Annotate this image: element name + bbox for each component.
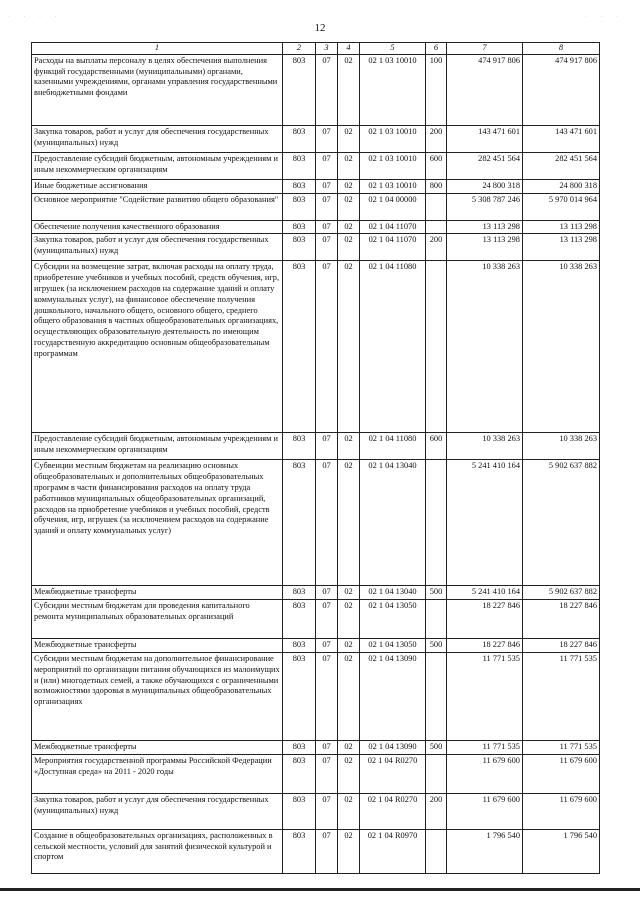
expense-type-cell: 200 [426, 234, 447, 261]
column-header: 5 [360, 43, 426, 55]
scan-artifact-right: · · · [585, 14, 624, 20]
expense-type-cell: 200 [426, 793, 447, 829]
column-header: 2 [283, 43, 316, 55]
amount-year1-cell: 11 679 600 [447, 793, 523, 829]
table-row [32, 639, 600, 653]
amount-year1-cell: 282 451 564 [447, 152, 523, 179]
expense-name-cell: Субсидии на возмещение затрат, включая расходы на оплату труда, приобретение учебников и учебных пособий, средств обучения, игр, игрушек (за исключением расходов на содержание зданий и оплату коммунальных услуг), на финансовое обеспечение получения дошкольного, начального общего, основного общего, среднего общего образования в частных общеобразовательных организациях, осуществляющих образовательную деятельность по имеющим государственную аккредитацию основным общеобразовательным программам [32, 261, 283, 433]
section-code-cell: 07 [316, 179, 338, 193]
target-article-cell: 02 1 03 10010 [360, 125, 426, 152]
table-row [32, 125, 600, 152]
ministry-code-cell: 803 [283, 754, 316, 793]
column-header: 1 [32, 43, 283, 55]
expense-type-cell [426, 220, 447, 234]
expense-type-cell: 800 [426, 179, 447, 193]
amount-year1-cell: 5 241 410 164 [447, 586, 523, 600]
amount-year1-cell: 5 308 787 246 [447, 193, 523, 220]
table-row [32, 234, 600, 261]
column-header: 8 [523, 43, 600, 55]
ministry-code-cell: 803 [283, 652, 316, 740]
expense-name-cell: Закупка товаров, работ и услуг для обеспечения государственных (муниципальных) нужд [32, 793, 283, 829]
amount-year1-cell: 10 338 263 [447, 261, 523, 433]
amount-year2-cell: 11 679 600 [523, 754, 600, 793]
expense-name-cell: Межбюджетные трансферты [32, 639, 283, 653]
section-code-cell: 07 [316, 152, 338, 179]
amount-year2-cell: 5 902 637 882 [523, 460, 600, 586]
amount-year2-cell: 1 796 540 [523, 829, 600, 873]
amount-year1-cell: 11 771 535 [447, 740, 523, 754]
table-row [32, 754, 600, 793]
expense-name-cell: Межбюджетные трансферты [32, 740, 283, 754]
table-row [32, 586, 600, 600]
expense-type-cell [426, 652, 447, 740]
ministry-code-cell: 803 [283, 600, 316, 639]
ministry-code-cell: 803 [283, 261, 316, 433]
table-row [32, 829, 600, 873]
subsection-code-cell: 02 [338, 433, 360, 460]
subsection-code-cell: 02 [338, 220, 360, 234]
table-row [32, 261, 600, 433]
section-code-cell: 07 [316, 261, 338, 433]
amount-year1-cell: 13 113 298 [447, 234, 523, 261]
expense-type-cell [426, 754, 447, 793]
section-code-cell: 07 [316, 234, 338, 261]
section-code-cell: 07 [316, 220, 338, 234]
subsection-code-cell: 02 [338, 829, 360, 873]
subsection-code-cell: 02 [338, 600, 360, 639]
ministry-code-cell: 803 [283, 460, 316, 586]
subsection-code-cell: 02 [338, 125, 360, 152]
target-article-cell: 02 1 04 R0270 [360, 754, 426, 793]
expense-name-cell: Предоставление субсидий бюджетным, автономным учреждениям и иным некоммерческим организациям [32, 152, 283, 179]
section-code-cell: 07 [316, 586, 338, 600]
ministry-code-cell: 803 [283, 179, 316, 193]
amount-year2-cell: 5 902 637 882 [523, 586, 600, 600]
ministry-code-cell: 803 [283, 586, 316, 600]
expense-type-cell [426, 829, 447, 873]
target-article-cell: 02 1 03 10010 [360, 152, 426, 179]
amount-year2-cell: 10 338 263 [523, 433, 600, 460]
target-article-cell: 02 1 04 13050 [360, 639, 426, 653]
subsection-code-cell: 02 [338, 754, 360, 793]
target-article-cell: 02 1 04 13090 [360, 740, 426, 754]
subsection-code-cell: 02 [338, 652, 360, 740]
ministry-code-cell: 803 [283, 793, 316, 829]
table-row [32, 600, 600, 639]
budget-table [31, 42, 600, 874]
expense-type-cell [426, 193, 447, 220]
expense-name-cell: Иные бюджетные ассигнования [32, 179, 283, 193]
amount-year2-cell: 18 227 846 [523, 639, 600, 653]
expense-name-cell: Субсидии местным бюджетам для проведения капитального ремонта муниципальных образовательных организаций [32, 600, 283, 639]
table-row [32, 152, 600, 179]
amount-year2-cell: 10 338 263 [523, 261, 600, 433]
amount-year1-cell: 11 771 535 [447, 652, 523, 740]
column-header: 6 [426, 43, 447, 55]
amount-year2-cell: 24 800 318 [523, 179, 600, 193]
column-header: 4 [338, 43, 360, 55]
ministry-code-cell: 803 [283, 433, 316, 460]
ministry-code-cell: 803 [283, 740, 316, 754]
subsection-code-cell: 02 [338, 460, 360, 586]
table-row [32, 652, 600, 740]
target-article-cell: 02 1 04 R0970 [360, 829, 426, 873]
page-number: 12 [314, 22, 326, 34]
subsection-code-cell: 02 [338, 586, 360, 600]
amount-year1-cell: 10 338 263 [447, 433, 523, 460]
amount-year1-cell: 13 113 298 [447, 220, 523, 234]
section-code-cell: 07 [316, 652, 338, 740]
column-header: 7 [447, 43, 523, 55]
section-code-cell: 07 [316, 639, 338, 653]
section-code-cell: 07 [316, 193, 338, 220]
section-code-cell: 07 [316, 740, 338, 754]
ministry-code-cell: 803 [283, 220, 316, 234]
table-row [32, 793, 600, 829]
column-number-header-row [32, 43, 600, 55]
expense-type-cell: 200 [426, 125, 447, 152]
section-code-cell: 07 [316, 125, 338, 152]
section-code-cell: 07 [316, 54, 338, 125]
amount-year1-cell: 474 917 806 [447, 54, 523, 125]
amount-year2-cell: 11 679 600 [523, 793, 600, 829]
expense-type-cell: 500 [426, 639, 447, 653]
section-code-cell: 07 [316, 754, 338, 793]
section-code-cell: 07 [316, 793, 338, 829]
amount-year2-cell: 11 771 535 [523, 740, 600, 754]
expense-name-cell: Межбюджетные трансферты [32, 586, 283, 600]
ministry-code-cell: 803 [283, 54, 316, 125]
amount-year1-cell: 24 800 318 [447, 179, 523, 193]
column-header: 3 [316, 43, 338, 55]
subsection-code-cell: 02 [338, 793, 360, 829]
expense-type-cell: 500 [426, 740, 447, 754]
section-code-cell: 07 [316, 829, 338, 873]
target-article-cell: 02 1 04 R0270 [360, 793, 426, 829]
table-row [32, 179, 600, 193]
amount-year2-cell: 18 227 846 [523, 600, 600, 639]
table-row [32, 740, 600, 754]
target-article-cell: 02 1 04 11080 [360, 433, 426, 460]
section-code-cell: 07 [316, 433, 338, 460]
subsection-code-cell: 02 [338, 54, 360, 125]
amount-year1-cell: 1 796 540 [447, 829, 523, 873]
subsection-code-cell: 02 [338, 261, 360, 433]
amount-year2-cell: 11 771 535 [523, 652, 600, 740]
expense-type-cell: 500 [426, 586, 447, 600]
expense-name-cell: Основное мероприятие "Содействие развитию общего образования" [32, 193, 283, 220]
target-article-cell: 02 1 04 13040 [360, 586, 426, 600]
amount-year2-cell: 143 471 601 [523, 125, 600, 152]
amount-year2-cell: 474 917 806 [523, 54, 600, 125]
expense-name-cell: Расходы на выплаты персоналу в целях обеспечения выполнения функций государственными (муниципальными) органами, казенными учреждениями, органами управления государственными внебюджетными фондами [32, 54, 283, 125]
target-article-cell: 02 1 04 13040 [360, 460, 426, 586]
target-article-cell: 02 1 03 10010 [360, 54, 426, 125]
scan-artifact-left: · · · · [8, 14, 63, 20]
table-row [32, 220, 600, 234]
table-row [32, 54, 600, 125]
amount-year1-cell: 18 227 846 [447, 639, 523, 653]
amount-year1-cell: 5 241 410 164 [447, 460, 523, 586]
expense-name-cell: Закупка товаров, работ и услуг для обеспечения государственных (муниципальных) нужд [32, 234, 283, 261]
amount-year1-cell: 18 227 846 [447, 600, 523, 639]
page-bottom-edge [0, 888, 640, 891]
target-article-cell: 02 1 04 13090 [360, 652, 426, 740]
expense-name-cell: Субсидии местным бюджетам на дополнительное финансирование мероприятий по организации питания обучающихся из малоимущих и (или) многодетных семей, а также обучающихся с ограниченными возможностями здоровья в муниципальных общеобразовательных организациях [32, 652, 283, 740]
expense-name-cell: Создание в общеобразовательных организациях, расположенных в сельской местности, условий для занятий физической культурой и спортом [32, 829, 283, 873]
expense-name-cell: Обеспечение получения качественного образования [32, 220, 283, 234]
expense-type-cell [426, 460, 447, 586]
target-article-cell: 02 1 03 10010 [360, 179, 426, 193]
amount-year2-cell: 13 113 298 [523, 220, 600, 234]
target-article-cell: 02 1 04 11070 [360, 234, 426, 261]
amount-year2-cell: 282 451 564 [523, 152, 600, 179]
target-article-cell: 02 1 04 00000 [360, 193, 426, 220]
target-article-cell: 02 1 04 11070 [360, 220, 426, 234]
ministry-code-cell: 803 [283, 125, 316, 152]
subsection-code-cell: 02 [338, 179, 360, 193]
target-article-cell: 02 1 04 13050 [360, 600, 426, 639]
table-row [32, 460, 600, 586]
table-row [32, 433, 600, 460]
expense-name-cell: Закупка товаров, работ и услуг для обеспечения государственных (муниципальных) нужд [32, 125, 283, 152]
expense-type-cell: 600 [426, 433, 447, 460]
expense-type-cell [426, 600, 447, 639]
ministry-code-cell: 803 [283, 829, 316, 873]
expense-type-cell: 600 [426, 152, 447, 179]
ministry-code-cell: 803 [283, 234, 316, 261]
ministry-code-cell: 803 [283, 152, 316, 179]
expense-type-cell [426, 261, 447, 433]
expense-type-cell: 100 [426, 54, 447, 125]
subsection-code-cell: 02 [338, 193, 360, 220]
section-code-cell: 07 [316, 460, 338, 586]
expense-name-cell: Мероприятия государственной программы Российской Федерации «Доступная среда» на 2011 - 2020 годы [32, 754, 283, 793]
subsection-code-cell: 02 [338, 152, 360, 179]
amount-year2-cell: 13 113 298 [523, 234, 600, 261]
amount-year1-cell: 11 679 600 [447, 754, 523, 793]
ministry-code-cell: 803 [283, 639, 316, 653]
ministry-code-cell: 803 [283, 193, 316, 220]
subsection-code-cell: 02 [338, 234, 360, 261]
subsection-code-cell: 02 [338, 740, 360, 754]
table-row [32, 193, 600, 220]
expense-name-cell: Предоставление субсидий бюджетным, автономным учреждениям и иным некоммерческим организациям [32, 433, 283, 460]
subsection-code-cell: 02 [338, 639, 360, 653]
amount-year2-cell: 5 970 014 964 [523, 193, 600, 220]
section-code-cell: 07 [316, 600, 338, 639]
amount-year1-cell: 143 471 601 [447, 125, 523, 152]
expense-name-cell: Субвенции местным бюджетам на реализацию основных общеобразовательных и дополнительных общеобразовательных программ в части финансирования расходов на оплату труда работников муниципальных общеобразовательных организаций, расходов на приобретение учебников и учебных пособий, средств обучения, игр, игрушек (за исключением расходов на содержание зданий и оплату коммунальных услуг) [32, 460, 283, 586]
target-article-cell: 02 1 04 11080 [360, 261, 426, 433]
